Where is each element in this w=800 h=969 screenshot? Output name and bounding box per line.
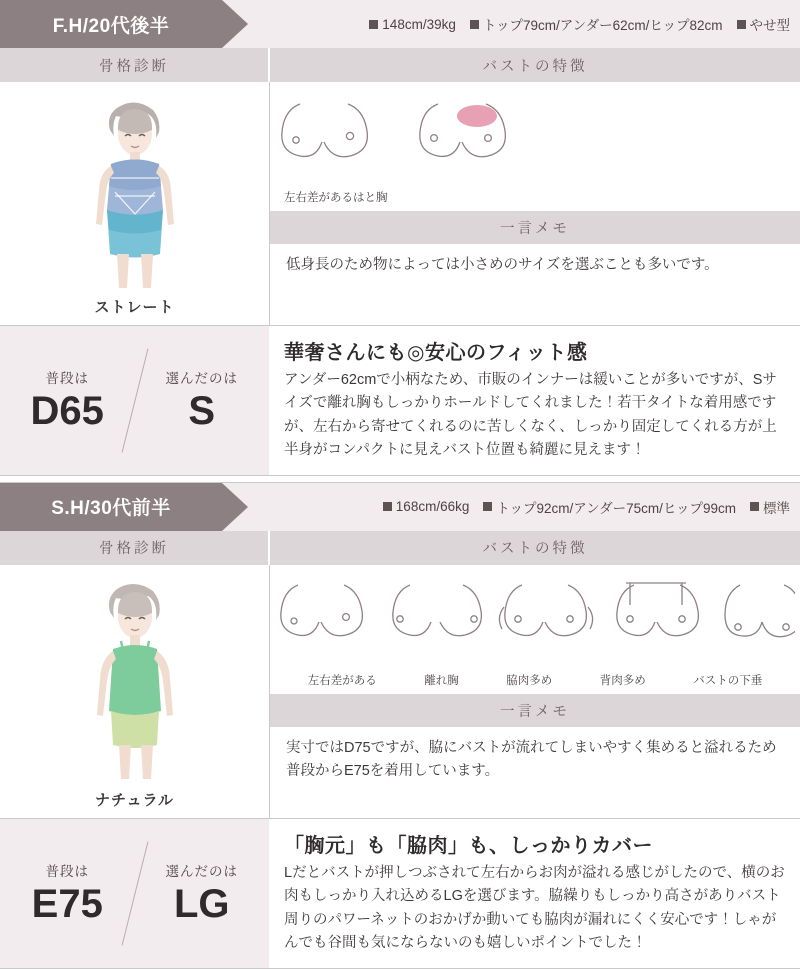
bust-label: 離れ胸 xyxy=(424,674,459,687)
person-specs-fh xyxy=(222,0,800,48)
spec-text: 148cm/39kg xyxy=(382,16,456,32)
section-title-row-sh xyxy=(0,531,800,565)
size-compare-fh xyxy=(0,326,270,475)
usual-size-label: 普段は xyxy=(45,864,89,880)
spec-text: やせ型 xyxy=(749,18,790,33)
bust-label: 背肉多め xyxy=(599,674,646,687)
review-cell-sh xyxy=(270,819,800,968)
spec-item xyxy=(470,14,723,34)
section-title-skeleton: 骨格診断 xyxy=(0,531,270,565)
square-marker-icon xyxy=(737,20,746,29)
size-compare-sh xyxy=(0,819,270,968)
body-row-fh xyxy=(0,82,800,326)
bust-label: はと胸 xyxy=(353,192,388,204)
section-title-skeleton: 骨格診断 xyxy=(0,48,270,82)
memo-text-sh: 実寸ではD75ですが、脇にバストが流れてしまいやすく集めると溢れるため普段からE75を着用しています。 xyxy=(286,739,777,780)
square-marker-icon xyxy=(750,502,759,511)
figure-cell-sh xyxy=(0,565,270,818)
result-row-sh xyxy=(0,819,800,969)
bust-diagram-area-sh xyxy=(270,565,800,672)
figure-cell-fh xyxy=(0,82,270,325)
bust-cell-fh xyxy=(270,82,800,325)
bust-diagram-area-fh xyxy=(270,82,800,189)
person-header-sh xyxy=(0,483,800,531)
review-title-sh: 「胸元」も「脇肉」も、しっかりカバー xyxy=(284,834,653,857)
body-figure-straight-icon xyxy=(45,92,225,292)
spec-text: 168cm/66kg xyxy=(395,499,470,515)
spec-item xyxy=(483,497,736,517)
section-title-row-fh xyxy=(0,48,800,82)
usual-size-value: D65 xyxy=(30,389,104,434)
person-header-fh xyxy=(0,0,800,48)
bust-cell-sh xyxy=(270,565,800,818)
person-block-fh xyxy=(0,0,800,476)
review-title-fh: 華奢さんにも◎安心のフィット感 xyxy=(284,342,588,364)
bust-label: 左右差がある xyxy=(307,674,377,687)
person-name-fh: F.H/20代後半 xyxy=(0,0,222,48)
square-marker-icon xyxy=(483,502,492,511)
usual-size-box-fh xyxy=(0,326,135,475)
section-title-bust: バストの特徴 xyxy=(270,48,800,82)
person-specs-sh xyxy=(222,483,800,531)
spec-text: 標準 xyxy=(763,500,790,516)
usual-size-value: E75 xyxy=(31,882,103,927)
bust-label: 脇肉多め xyxy=(506,674,553,687)
review-cell-fh xyxy=(270,326,800,475)
usual-size-box-sh xyxy=(0,819,135,968)
bust-shape-icon xyxy=(270,90,790,182)
spec-item xyxy=(737,14,791,34)
square-marker-icon xyxy=(383,502,392,511)
review-body-fh: アンダー62cmで小柄なため、市販のインナーは緩いことが多いですが、Sサイズで離れ胸もしっかりホールドしてくれました！若干タイトな着用感ですが、左右から寄せてくれるのに苦しくなく、しっかり固定してくれる方が上半身がコンパクトに見えバスト位置も綺麗に見えます！ xyxy=(284,372,777,459)
chosen-size-label: 選んだのは xyxy=(165,371,238,387)
square-marker-icon xyxy=(470,20,479,29)
spec-item xyxy=(750,497,790,517)
figure-caption-fh: ストレート xyxy=(94,299,175,316)
person-block-sh xyxy=(0,482,800,969)
person-name-sh: S.H/30代前半 xyxy=(0,483,222,531)
memo-title-sh: 一言メモ xyxy=(270,694,800,727)
bust-labels-fh xyxy=(270,189,800,211)
chosen-size-value: LG xyxy=(173,882,230,927)
square-marker-icon xyxy=(369,20,378,29)
bust-label: バストの下垂 xyxy=(693,674,763,687)
bust-labels-sh xyxy=(270,672,800,694)
body-figure-natural-icon xyxy=(45,575,225,785)
chosen-size-box-sh xyxy=(135,819,270,968)
spec-item xyxy=(383,499,470,514)
body-row-sh xyxy=(0,565,800,819)
chosen-size-box-fh xyxy=(135,326,270,475)
bust-label: 左右差がある xyxy=(284,192,353,204)
memo-text-fh: 低身長のため物によっては小さめのサイズを選ぶことも多いです。 xyxy=(286,257,719,273)
spec-item xyxy=(369,17,456,32)
figure-caption-sh: ナチュラル xyxy=(94,791,175,809)
usual-size-label: 普段は xyxy=(45,371,89,387)
spec-text: トップ92cm/アンダー75cm/ヒップ99cm xyxy=(496,500,736,516)
chosen-size-label: 選んだのは xyxy=(165,864,238,880)
review-body-sh: Lだとバストが押しつぶされて左右からお肉が溢れる感じがしたので、横のお肉もしっかり入れ込めるLGを選びます。脇繰りもしっかり高さがありバスト周りのパワーネットのおかげか動いても脇肉が漏れにくく安心です！しゃがんでも谷間も気にならないのも嬉しいポイントでした！ xyxy=(284,864,785,952)
chosen-size-value: S xyxy=(188,389,216,434)
section-title-bust: バストの特徴 xyxy=(270,531,800,565)
memo-title-fh: 一言メモ xyxy=(270,211,800,244)
result-row-fh xyxy=(0,326,800,476)
spec-text: トップ79cm/アンダー62cm/ヒップ82cm xyxy=(482,18,723,33)
bust-shape-icon xyxy=(270,573,795,665)
